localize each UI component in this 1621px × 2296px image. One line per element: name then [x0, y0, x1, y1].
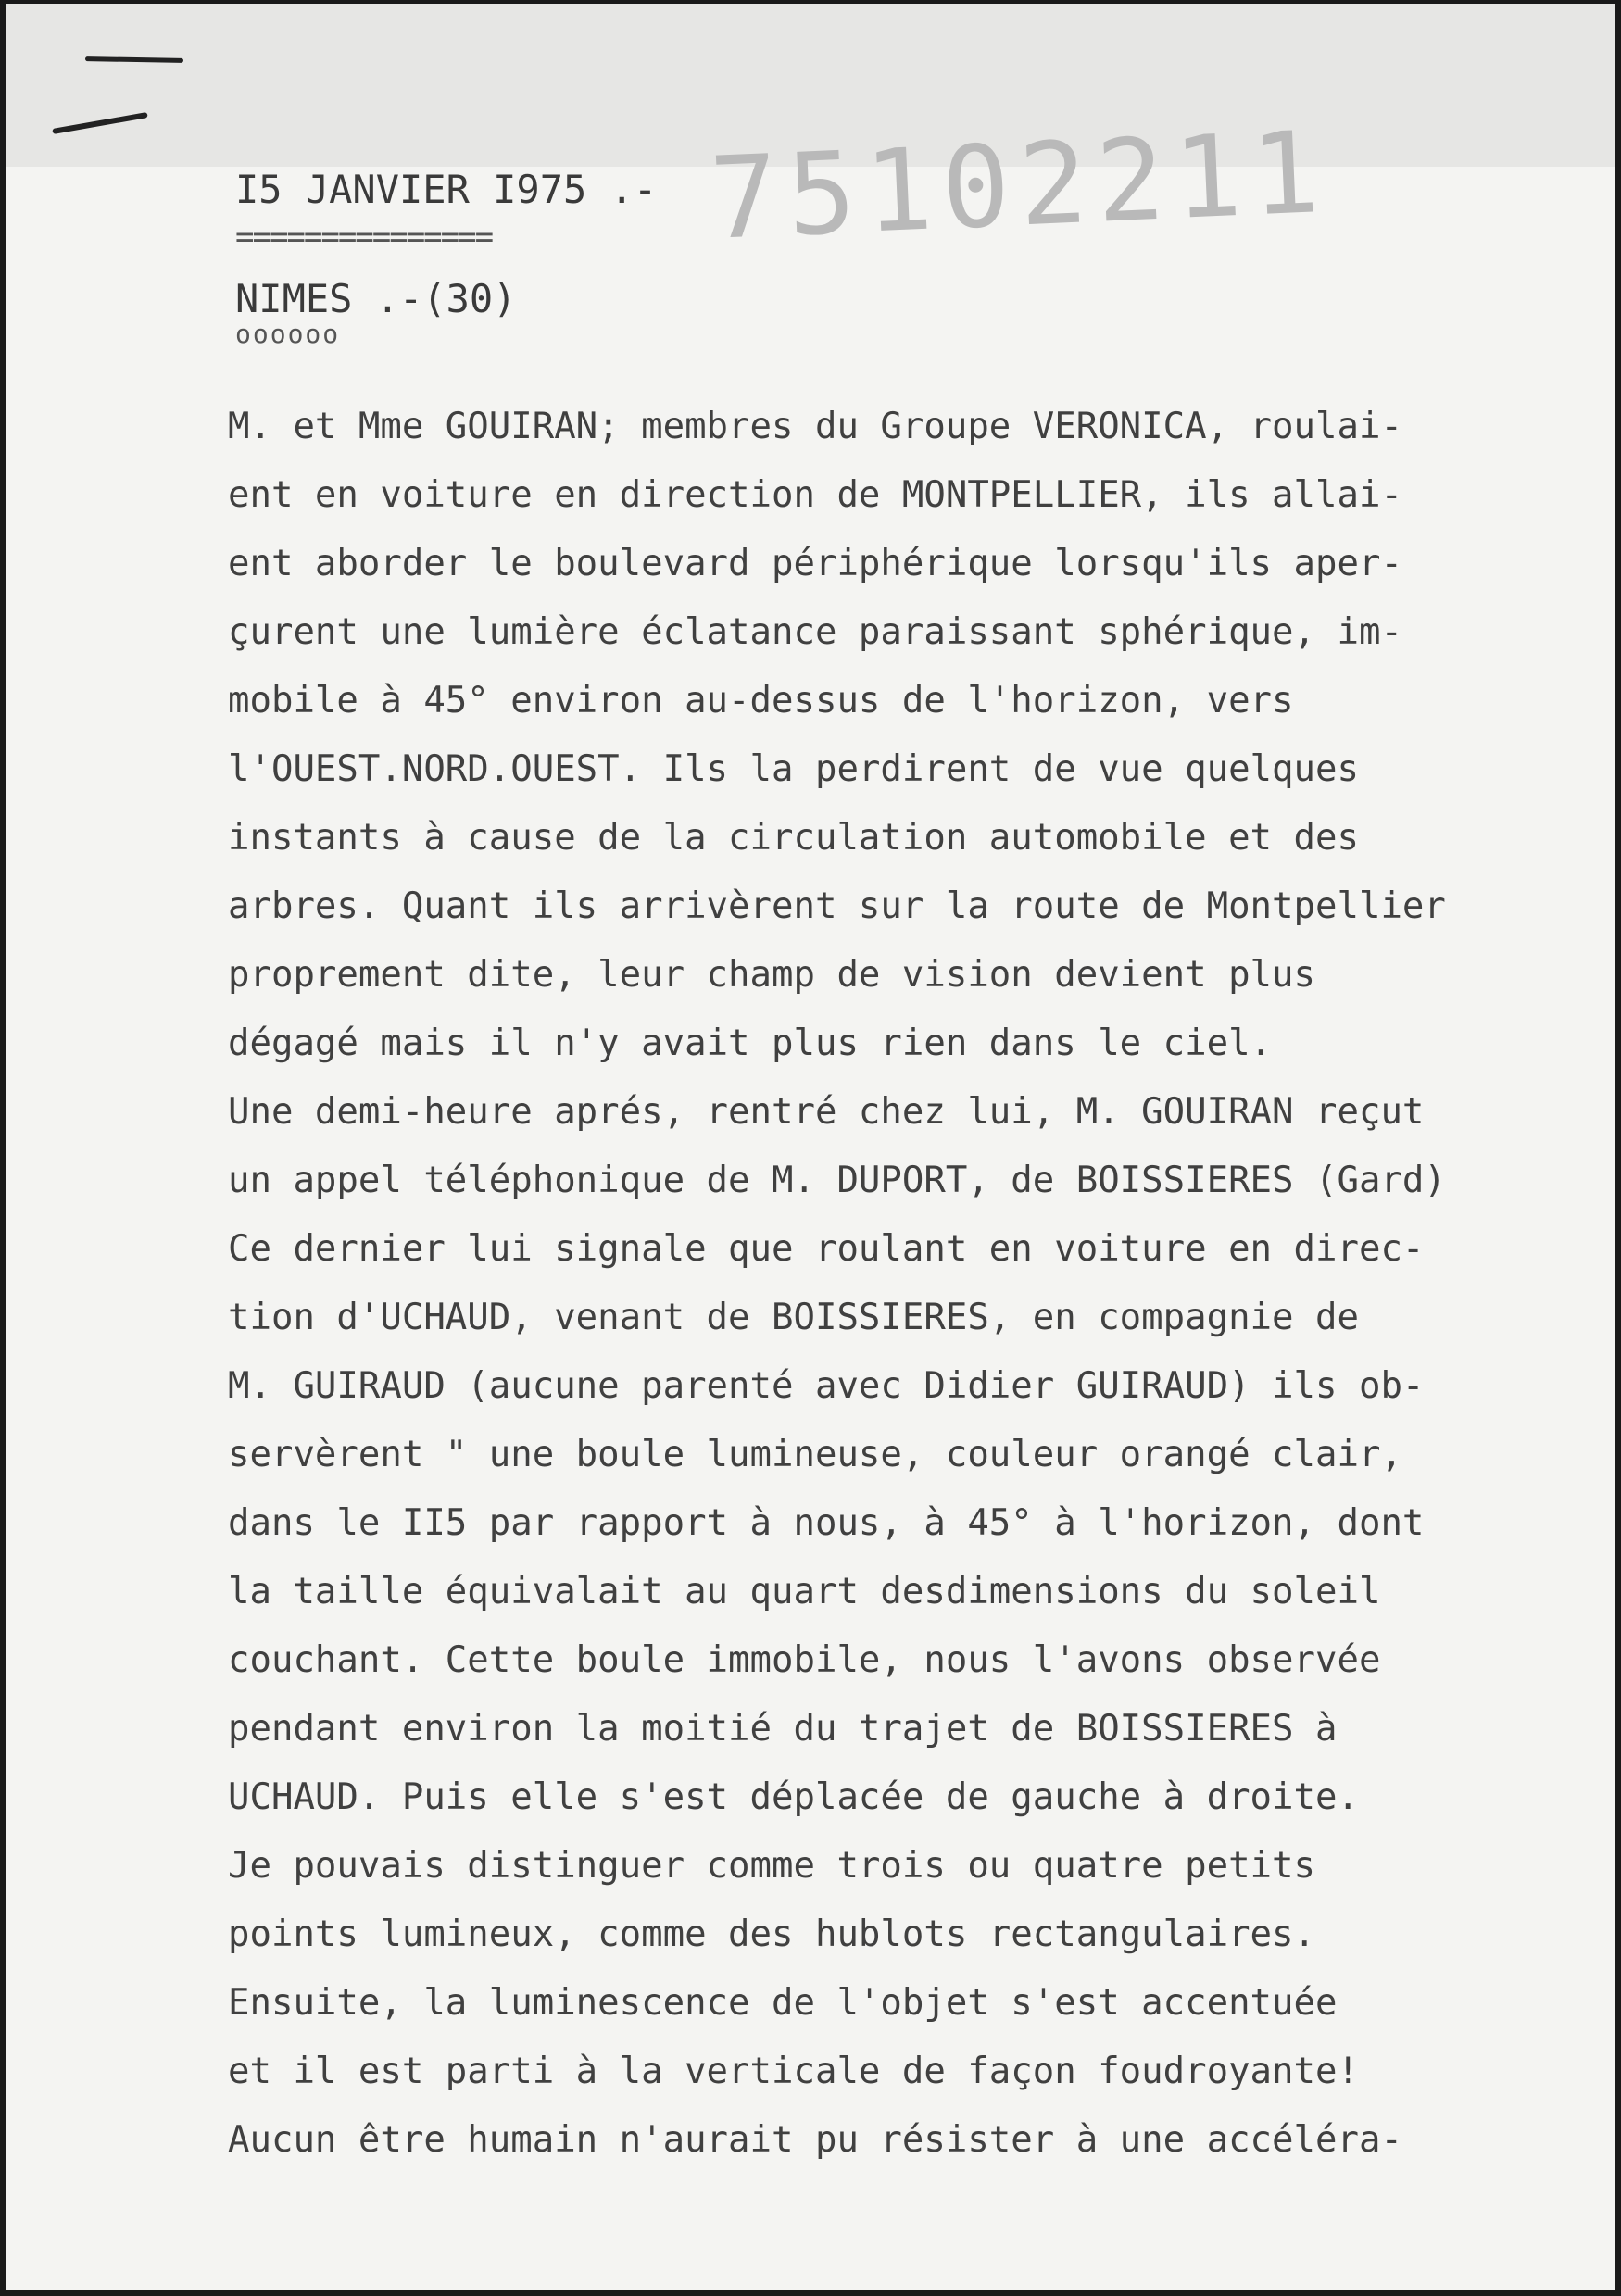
body-line: couchant. Cette boule immobile, nous l'avons observée — [228, 1639, 1381, 1681]
body-line: dans le II5 par rapport à nous, à 45° à l'horizon, dont — [228, 1502, 1425, 1544]
stamp-number: 75102211 — [707, 106, 1331, 265]
body-line: M. et Mme GOUIRAN; membres du Groupe VERONICA, roulai- — [228, 406, 1402, 447]
body-line: et il est parti à la verticale de façon foudroyante! — [228, 2051, 1359, 2092]
body-line: Aucun être humain n'aurait pu résister à une accéléra- — [228, 2119, 1402, 2161]
body-line: un appel téléphonique de M. DUPORT, de BOISSIERES (Gard) — [228, 1160, 1446, 1201]
body-line: M. GUIRAUD (aucune parenté avec Didier GUIRAUD) ils ob- — [228, 1365, 1425, 1407]
date-underline: =============== — [235, 219, 493, 256]
body-line: pendant environ la moitié du trajet de BOISSIERES à — [228, 1708, 1338, 1750]
body-line: proprement dite, leur champ de vision devient plus — [228, 954, 1315, 996]
body-line: servèrent " une boule lumineuse, couleur orangé clair, — [228, 1434, 1402, 1475]
document-date: I5 JANVIER I975 .- — [235, 167, 658, 212]
report-body — [228, 393, 1599, 2175]
body-line: ent aborder le boulevard périphérique lorsqu'ils aper- — [228, 543, 1402, 584]
body-line: mobile à 45° environ au-dessus de l'horizon, vers — [228, 680, 1294, 721]
document-page — [6, 4, 1615, 2290]
body-line: Ce dernier lui signale que roulant en voiture en direc- — [228, 1228, 1425, 1270]
body-line: Une demi-heure aprés, rentré chez lui, M. GOUIRAN reçut — [228, 1091, 1425, 1133]
document-place: NIMES .-(30) — [235, 276, 517, 321]
place-underline: oooooo — [235, 319, 341, 349]
body-line: dégagé mais il n'y avait plus rien dans le ciel. — [228, 1023, 1273, 1064]
body-line: tion d'UCHAUD, venant de BOISSIERES, en compagnie de — [228, 1297, 1359, 1338]
body-line: la taille équivalait au quart desdimensions du soleil — [228, 1571, 1381, 1612]
body-line: l'OUEST.NORD.OUEST. Ils la perdirent de vue quelques — [228, 748, 1359, 790]
body-line: Ensuite, la luminescence de l'objet s'est accentuée — [228, 1982, 1338, 2024]
body-line: çurent une lumière éclatance paraissant sphérique, im- — [228, 611, 1402, 653]
body-line: instants à cause de la circulation automobile et des — [228, 817, 1359, 859]
body-line: UCHAUD. Puis elle s'est déplacée de gauche à droite. — [228, 1776, 1359, 1818]
body-line: arbres. Quant ils arrivèrent sur la route de Montpellier — [228, 885, 1446, 927]
body-line: points lumineux, comme des hublots rectangulaires. — [228, 1913, 1315, 1955]
body-line: Je pouvais distinguer comme trois ou quatre petits — [228, 1845, 1315, 1887]
body-line: ent en voiture en direction de MONTPELLIER, ils allai- — [228, 474, 1402, 516]
